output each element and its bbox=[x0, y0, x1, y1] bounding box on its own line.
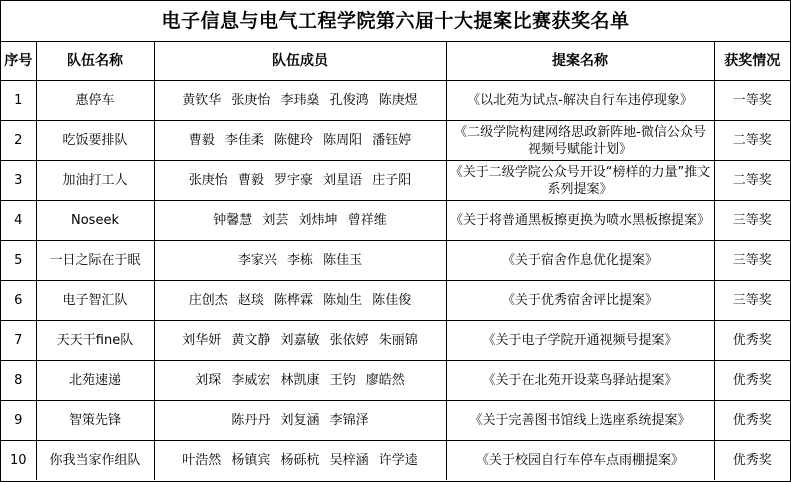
row-no: 7 bbox=[1, 321, 36, 361]
row-team: 吃饭要排队 bbox=[36, 121, 154, 161]
row-team: 智策先锋 bbox=[36, 401, 154, 441]
row-proposal: 《关于二级学院公众号开设“榜样的力量”推文系列提案》 bbox=[446, 161, 714, 201]
row-no: 4 bbox=[1, 201, 36, 241]
row-members: 庄创杰 赵琰 陈桦霖 陈灿生 陈佳俊 bbox=[154, 281, 446, 321]
row-no: 1 bbox=[1, 81, 36, 121]
table-row bbox=[1, 441, 790, 481]
row-proposal: 《关于完善图书馆线上选座系统提案》 bbox=[446, 401, 714, 441]
header-members: 队伍成员 bbox=[154, 42, 446, 81]
table-row bbox=[1, 241, 790, 281]
row-award: 三等奖 bbox=[714, 241, 790, 281]
row-proposal: 《关于优秀宿舍评比提案》 bbox=[446, 281, 714, 321]
award-table bbox=[1, 42, 790, 480]
row-proposal: 《关于在北苑开设菜鸟驿站提案》 bbox=[446, 361, 714, 401]
row-no: 6 bbox=[1, 281, 36, 321]
header-proposal: 提案名称 bbox=[446, 42, 714, 81]
row-no: 5 bbox=[1, 241, 36, 281]
row-no: 10 bbox=[1, 441, 36, 481]
row-members: 刘华妍 黄文静 刘嘉敏 张依婷 朱丽锦 bbox=[154, 321, 446, 361]
row-award: 优秀奖 bbox=[714, 441, 790, 481]
document-title: 电子信息与电气工程学院第六届十大提案比赛获奖名单 bbox=[1, 1, 790, 42]
row-team: 电子智汇队 bbox=[36, 281, 154, 321]
row-proposal: 《二级学院构建网络思政新阵地-微信公众号视频号赋能计划》 bbox=[446, 121, 714, 161]
table-row bbox=[1, 121, 790, 161]
row-members: 李家兴 李栋 陈佳玉 bbox=[154, 241, 446, 281]
table-row bbox=[1, 401, 790, 441]
header-team: 队伍名称 bbox=[36, 42, 154, 81]
row-proposal: 《关于将普通黑板擦更换为喷水黑板擦提案》 bbox=[446, 201, 714, 241]
row-proposal: 《关于校园自行车停车点雨棚提案》 bbox=[446, 441, 714, 481]
row-members: 曹毅 李佳柔 陈健玲 陈周阳 潘钰婷 bbox=[154, 121, 446, 161]
row-award: 优秀奖 bbox=[714, 321, 790, 361]
row-no: 9 bbox=[1, 401, 36, 441]
row-award: 三等奖 bbox=[714, 201, 790, 241]
row-members: 陈丹丹 刘复涵 李锦泽 bbox=[154, 401, 446, 441]
row-proposal: 《关于宿舍作息优化提案》 bbox=[446, 241, 714, 281]
row-award: 三等奖 bbox=[714, 281, 790, 321]
row-members: 叶浩然 杨镇宾 杨砾杭 吴梓涵 许学逵 bbox=[154, 441, 446, 481]
row-proposal: 《关于电子学院开通视频号提案》 bbox=[446, 321, 714, 361]
header-no: 序号 bbox=[1, 42, 36, 81]
row-no: 8 bbox=[1, 361, 36, 401]
row-members: 张庚怡 曹毅 罗宇豪 刘星语 庄子阳 bbox=[154, 161, 446, 201]
header-award: 获奖情况 bbox=[714, 42, 790, 81]
row-award: 二等奖 bbox=[714, 121, 790, 161]
row-proposal: 《以北苑为试点-解决自行车违停现象》 bbox=[446, 81, 714, 121]
table-row bbox=[1, 161, 790, 201]
table-row bbox=[1, 321, 790, 361]
row-members: 刘琛 李威宏 林凯康 王钧 廖皓然 bbox=[154, 361, 446, 401]
table-row bbox=[1, 201, 790, 241]
row-team: 惠停车 bbox=[36, 81, 154, 121]
row-team: 你我当家作组队 bbox=[36, 441, 154, 481]
row-team: 加油打工人 bbox=[36, 161, 154, 201]
row-team: 天天干fine队 bbox=[36, 321, 154, 361]
row-award: 优秀奖 bbox=[714, 361, 790, 401]
row-no: 2 bbox=[1, 121, 36, 161]
row-team: 北苑速递 bbox=[36, 361, 154, 401]
row-members: 黄钦华 张庚怡 李玮燊 孔俊鸿 陈庚煜 bbox=[154, 81, 446, 121]
header-row bbox=[1, 42, 790, 81]
row-team: Noseek bbox=[36, 201, 154, 241]
row-award: 优秀奖 bbox=[714, 401, 790, 441]
table-row bbox=[1, 81, 790, 121]
table-row bbox=[1, 281, 790, 321]
row-award: 二等奖 bbox=[714, 161, 790, 201]
row-no: 3 bbox=[1, 161, 36, 201]
row-team: 一日之际在于眠 bbox=[36, 241, 154, 281]
row-award: 一等奖 bbox=[714, 81, 790, 121]
row-members: 钟馨慧 刘芸 刘炜坤 曾祥维 bbox=[154, 201, 446, 241]
table-row bbox=[1, 361, 790, 401]
